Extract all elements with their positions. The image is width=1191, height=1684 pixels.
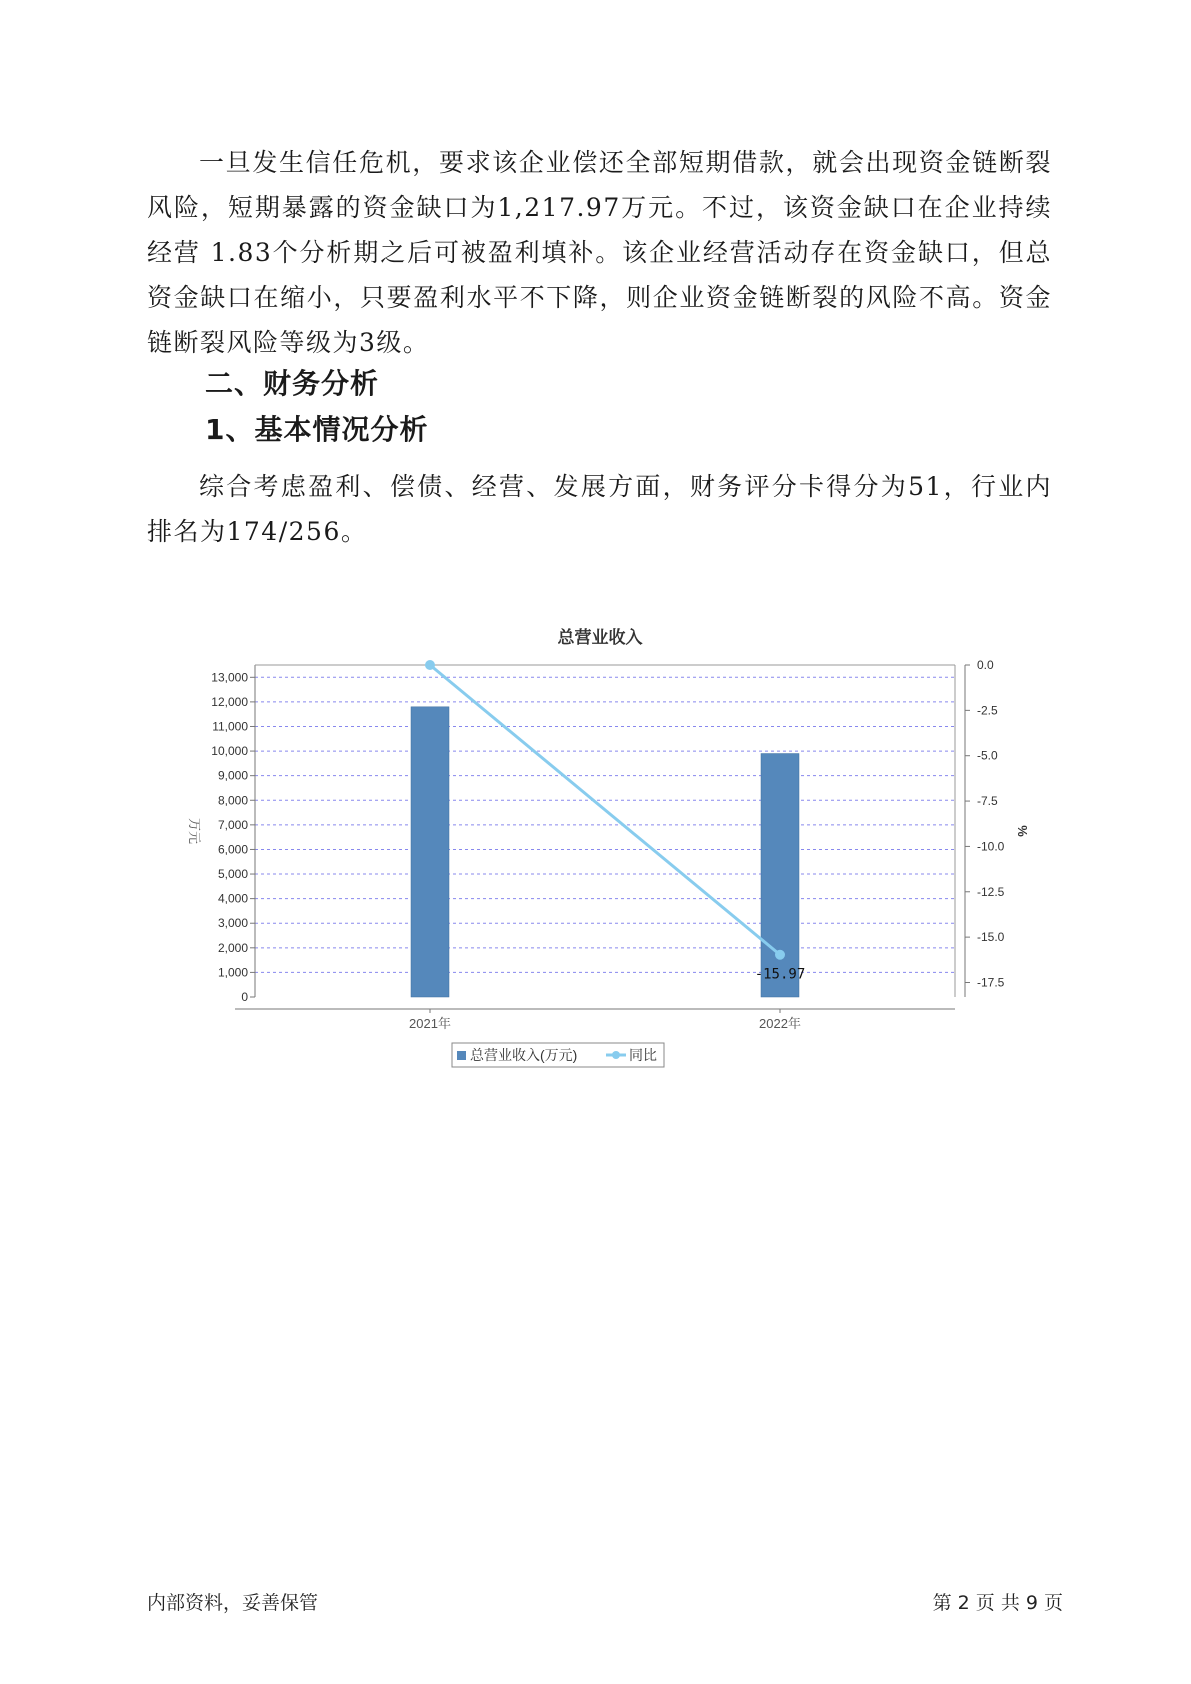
y2-tick-label: -15.0	[977, 930, 1005, 945]
y-tick-label: 10,000	[211, 744, 248, 759]
y-tick-label: 4,000	[217, 891, 248, 906]
revenue-chart	[170, 612, 1030, 1082]
y2-tick-label: -17.5	[977, 975, 1005, 990]
y-axis-label: 万元	[187, 817, 202, 845]
yoy-point	[425, 660, 435, 670]
legend-line-marker	[612, 1051, 620, 1059]
y2-tick-label: -7.5	[977, 794, 998, 809]
y-tick-label: 3,000	[217, 916, 248, 931]
y-tick-label: 5,000	[217, 867, 248, 882]
y-tick-label: 13,000	[211, 670, 248, 685]
yoy-point	[775, 950, 785, 960]
legend-line-label: 同比	[629, 1047, 657, 1063]
footer-page-number: 第 2 页 共 9 页	[932, 1592, 1063, 1614]
y2-tick-label: -2.5	[977, 703, 998, 718]
y2-axis-label: %	[1015, 825, 1030, 837]
y2-tick-label: -10.0	[977, 839, 1005, 854]
y2-tick-label: -12.5	[977, 884, 1005, 899]
y-tick-label: 7,000	[217, 817, 248, 832]
section-heading: 二、财务分析	[205, 367, 380, 400]
y-tick-label: 0	[241, 990, 248, 1004]
bar	[411, 707, 449, 997]
risk-paragraph: 一旦发生信任危机，要求该企业偿还全部短期借款，就会出现资金链断裂风险，短期暴露的资金缺口为1,217.97万元。不过，该资金缺口在企业持续经营 1.83个分析期之后可被盈利填补。该企业经营活动存在资金缺口，但总资金缺口在缩小，只要盈利水平不下降，则企业资金链断裂的风险不高。资金链断裂风险等级为3级。	[147, 148, 1052, 357]
legend-bar-label: 总营业收入(万元)	[470, 1047, 578, 1063]
y-tick-label: 9,000	[217, 768, 248, 783]
y2-tick-label: -5.0	[977, 748, 998, 763]
yoy-line	[430, 665, 780, 955]
subsection-heading: 1、基本情况分析	[205, 413, 429, 446]
y-tick-label: 6,000	[217, 842, 248, 857]
y-tick-label: 2,000	[217, 940, 248, 955]
y-tick-label: 8,000	[217, 793, 248, 808]
footer-confidential: 内部资料，妥善保管	[147, 1592, 319, 1614]
bar	[761, 754, 799, 997]
y-tick-label: 11,000	[212, 719, 248, 734]
legend-bar-swatch	[457, 1051, 466, 1060]
y2-tick-label: 0.0	[977, 658, 994, 672]
y-tick-label: 1,000	[217, 965, 248, 980]
y-tick-label: 12,000	[211, 694, 248, 709]
yoy-data-label: -15.97	[754, 966, 806, 983]
chart-title: 总营业收入	[557, 628, 643, 647]
x-tick-label: 2021年	[409, 1016, 451, 1031]
x-tick-label: 2022年	[759, 1016, 801, 1031]
summary-paragraph: 综合考虑盈利、偿债、经营、发展方面，财务评分卡得分为51，行业内排名为174/256。	[147, 472, 1052, 546]
